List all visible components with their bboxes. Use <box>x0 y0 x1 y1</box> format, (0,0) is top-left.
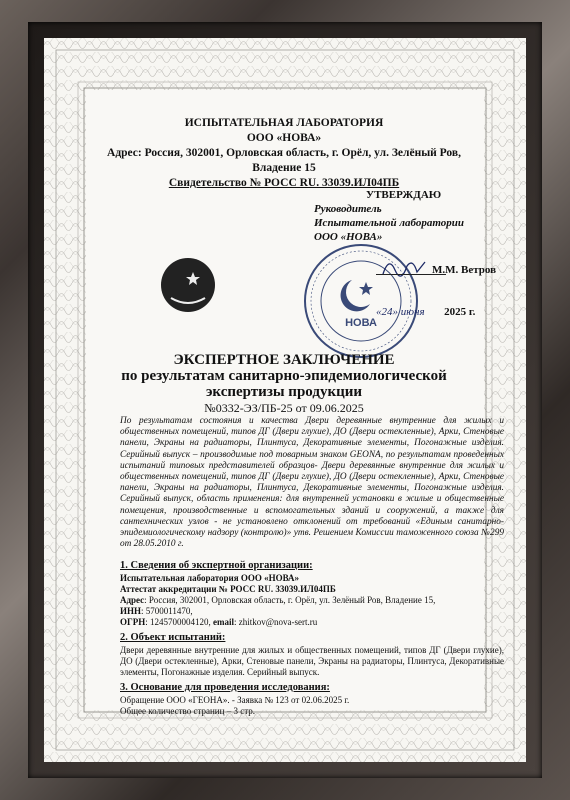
approval-role-3: ООО «НОВА» <box>314 231 383 243</box>
lab-address: Адрес: Россия, 302001, Орловская область, г. Орёл, ул. Зелёный Ров, <box>107 147 461 159</box>
org-accreditation: Аттестат аккредитации № РОСС RU. 33039.ИЛ04ПБ <box>120 584 336 594</box>
lab-address-building: Владение 15 <box>252 162 316 174</box>
basis-pages: Общее количество страниц – 3 стр. <box>120 706 255 716</box>
handwritten-signature <box>379 252 439 282</box>
certificate-sheet <box>44 38 526 762</box>
title-line-1: ЭКСПЕРТНОЕ ЗАКЛЮЧЕНИЕ <box>173 352 395 368</box>
approval-role-1: Руководитель <box>314 203 382 215</box>
approval-role-2: Испытательной лаборатории <box>314 217 465 229</box>
org-name: Испытательная лаборатория ООО «НОВА» <box>120 573 300 583</box>
org-address: : Россия, 302001, Орловская область, г. Орёл, ул. Зелёный Ров, Владение 15, <box>144 595 436 605</box>
addr-label: Адрес <box>120 595 145 605</box>
document-title <box>74 352 494 416</box>
section-basis <box>120 682 504 717</box>
org-ogrn: : 1245700004120, <box>145 617 213 627</box>
org-email: : zhitkov@nova-sert.ru <box>234 617 318 627</box>
crescent-star-logo-icon <box>159 256 217 314</box>
intro-paragraph: По результатам состояния и качества Двери деревянные внутренние для жилых и общественных помещений, типов ДГ (Двери глухие), ДО (Двери остекленные), Арки, Стеновые панели, Экраны на радиаторы, Плинтуса, Декоративные элементы, Погонажные изделия. Серийный выпуск – производимые под товарным знаком GEONA, по результатам проведенных испытаний типовых представителей образцов- Двери деревянные внутренние для жилых и общественных помещений, типов ДГ (Двери глухие), ДО (Двери остекленные), Арки, Стеновые панели, Экраны на радиаторы, Плинтуса, Декоративные элементы, Погонажные изделия. Серийный выпуск, область применения: для внутренней установки в жилые и общественные помещения, производственные и вспомогательных зданий и сооружений, а также для сантехнических узлов - не установлено отклонений от требований «Единым санитарно-эпидемиологическому надзору (контролю)» утв. Решением Комиссии таможенного союза №299 от 28.05.2010 г. <box>120 416 504 550</box>
test-object-text: Двери деревянные внутренние для жилых и общественных помещений, типов ДГ (Двери глухие), ДО (Двери остекленные), Арки, Стеновые панели, Экраны на радиаторы, Плинтуса, Декоративные элементы, Погонажные изделия. Серийный выпуск. <box>120 645 504 677</box>
inn-label: ИНН <box>120 606 142 616</box>
section-3-heading: 3. Основание для проведения исследования: <box>120 682 330 693</box>
section-2-heading: 2. Объект испытаний: <box>120 632 226 643</box>
basis-request: Обращение ООО «ГЕОНА». - Заявка № 123 от 02.06.2025 г. <box>120 695 350 705</box>
title-line-2: по результатам санитарно-эпидемиологической <box>121 368 447 384</box>
lab-header <box>74 116 494 191</box>
approval-block <box>314 188 504 244</box>
signer-name: М.М. Ветров <box>432 264 497 276</box>
section-1-heading: 1. Сведения об экспертной организации: <box>120 560 313 571</box>
approval-date-year: 2025 г. <box>444 306 476 318</box>
approval-title: УТВЕРЖДАЮ <box>366 189 442 201</box>
section-expert-org <box>120 560 504 628</box>
lab-certificate: Свидетельство № РОСС RU. 33039.ИЛ04ПБ <box>168 177 400 189</box>
approval-date-day: «24» июня <box>376 306 425 318</box>
ogrn-label: ОГРН <box>120 617 146 627</box>
stamp-brand: НОВА <box>345 317 377 329</box>
lab-company: ООО «НОВА» <box>246 132 322 144</box>
email-label: email <box>213 617 234 627</box>
document-number: №0332-ЭЗ/ПБ-25 от 09.06.2025 <box>204 401 364 415</box>
approval-date <box>376 306 475 318</box>
title-line-3: экспертизы продукции <box>205 384 363 400</box>
org-inn: : 5700011470, <box>141 606 193 616</box>
lab-name: ИСПЫТАТЕЛЬНАЯ ЛАБОРАТОРИЯ <box>184 117 384 129</box>
section-test-object <box>120 632 504 678</box>
